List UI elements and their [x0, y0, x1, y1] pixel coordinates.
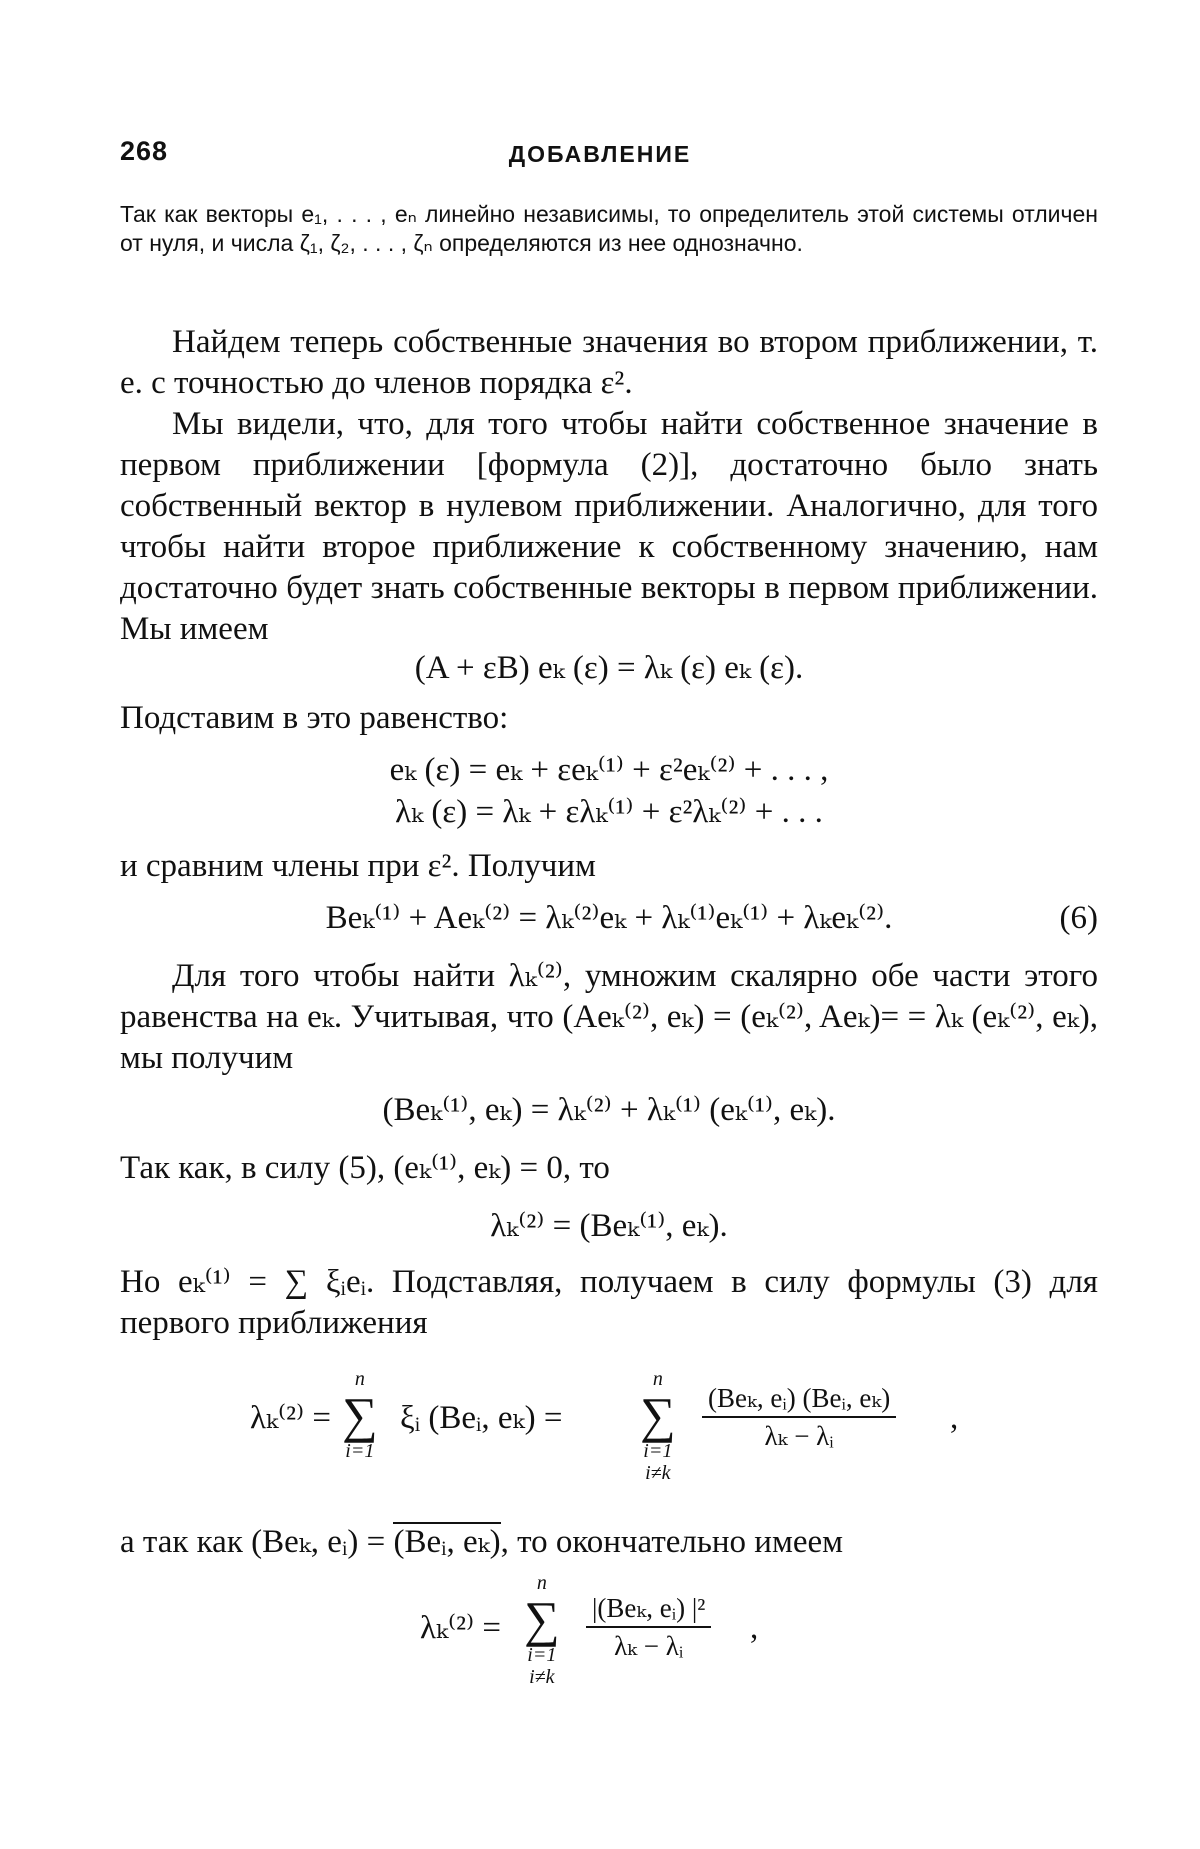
final-upper-limit: n: [536, 1572, 547, 1594]
final-sigma: ∑: [524, 1591, 560, 1647]
sum-operator-2: [640, 1368, 676, 1484]
fraction-numerator: (Beₖ, eᵢ) (Beᵢ, eₖ): [702, 1382, 896, 1418]
text-and-since: [120, 1522, 1120, 1563]
running-title: ДОБАВЛЕНИЕ: [508, 141, 692, 167]
equation-expansion-value: λₖ (ε) = λₖ + ελₖ⁽¹⁾ + ε²λₖ⁽²⁾ + . . .: [395, 794, 823, 830]
final-sum-operator: [524, 1572, 560, 1688]
sum-operator-1: [342, 1368, 378, 1462]
equation-lambda2-simple: λₖ⁽²⁾ = (Beₖ⁽¹⁾, eₖ).: [490, 1208, 728, 1244]
paragraph-first-approximation-note: Мы видели, что, для того чтобы найти собственное значение в первом приближении [формула (2)], достаточно было знать собственный вектор в нулевом приближении. Аналогично, для того чтобы найти второе приближение к собственному значению, нам достаточно будет знать собственные векторы в первом приближении. Мы имеем: [120, 406, 1098, 647]
sum-lhs: λₖ⁽²⁾ =: [250, 1400, 332, 1436]
sum2-sigma: ∑: [640, 1387, 676, 1443]
sum1-upper-limit: n: [354, 1368, 365, 1390]
equation-six-number: (6): [1059, 900, 1098, 936]
page-number: 268: [120, 136, 169, 166]
text-compare-terms: и сравним члены при ε². Получим: [120, 848, 596, 884]
and-since-prefix: а так как (Beₖ, eᵢ) =: [120, 1524, 386, 1560]
sum-middle: ξᵢ (Beᵢ, eₖ) =: [400, 1400, 563, 1436]
final-tail: ,: [750, 1610, 759, 1646]
intro-small-text: Так как векторы e₁, . . . , eₙ линейно независимы, то определитель этой системы отличен от нуля, и числа ζ₁, ζ₂, . . . , ζₙ определяются из нее однозначно.: [120, 201, 1098, 256]
sum1-sigma: ∑: [342, 1387, 378, 1443]
final-numerator: |(Beₖ, eᵢ) |²: [586, 1592, 711, 1628]
equation-sum-expansion: [250, 1368, 1010, 1488]
fraction-denominator: λₖ − λᵢ: [764, 1421, 834, 1451]
sum2-lower-limit-b: i≠k: [645, 1462, 671, 1484]
equation-eigen: (A + εB) eₖ (ε) = λₖ (ε) eₖ (ε).: [414, 650, 804, 686]
paragraph-substituting: Но eₖ⁽¹⁾ = ∑ ξᵢeᵢ. Подставляя, получаем в силу формулы (3) для первого приближения: [120, 1264, 1098, 1341]
equation-expansion-vector: eₖ (ε) = eₖ + εeₖ⁽¹⁾ + ε²eₖ⁽²⁾ + . . . ,: [389, 752, 829, 788]
equation-scalar-product: (Beₖ⁽¹⁾, eₖ) = λₖ⁽²⁾ + λₖ⁽¹⁾ (eₖ⁽¹⁾, eₖ).: [382, 1092, 836, 1128]
sum2-fraction: [702, 1382, 896, 1452]
and-since-suffix: , то окончательно имеем: [500, 1524, 844, 1560]
equation-final: [420, 1572, 840, 1712]
sum-tail: ,: [950, 1400, 959, 1436]
paragraph-find-lambda2: Для того чтобы найти λₖ⁽²⁾, умножим скалярно обе части этого равенства на eₖ. Учитывая, что (Aeₖ⁽²⁾, eₖ) = (eₖ⁽²⁾, Aeₖ)= = λₖ (eₖ⁽²⁾, eₖ), мы получим: [120, 958, 1098, 1076]
and-since-overlined: (Beᵢ, eₖ): [393, 1524, 501, 1560]
final-lower-limit-a: i=1: [527, 1644, 557, 1666]
sum2-upper-limit: n: [652, 1368, 663, 1390]
final-lhs: λₖ⁽²⁾ =: [420, 1610, 502, 1646]
sum2-lower-limit-a: i=1: [643, 1440, 673, 1462]
final-fraction: [586, 1592, 711, 1662]
text-substitute: Подставим в это равенство:: [120, 700, 509, 736]
paragraph-second-approximation: Найдем теперь собственные значения во втором приближении, т. е. с точностью до членов порядка ε².: [120, 324, 1098, 401]
final-denominator: λₖ − λᵢ: [614, 1631, 684, 1661]
equation-six: Beₖ⁽¹⁾ + Aeₖ⁽²⁾ = λₖ⁽²⁾eₖ + λₖ⁽¹⁾eₖ⁽¹⁾ + λₖeₖ⁽²⁾.: [325, 900, 893, 936]
final-lower-limit-b: i≠k: [529, 1666, 555, 1688]
sum1-lower-limit: i=1: [345, 1440, 375, 1462]
text-since-five: Так как, в силу (5), (eₖ⁽¹⁾, eₖ) = 0, то: [120, 1150, 610, 1186]
